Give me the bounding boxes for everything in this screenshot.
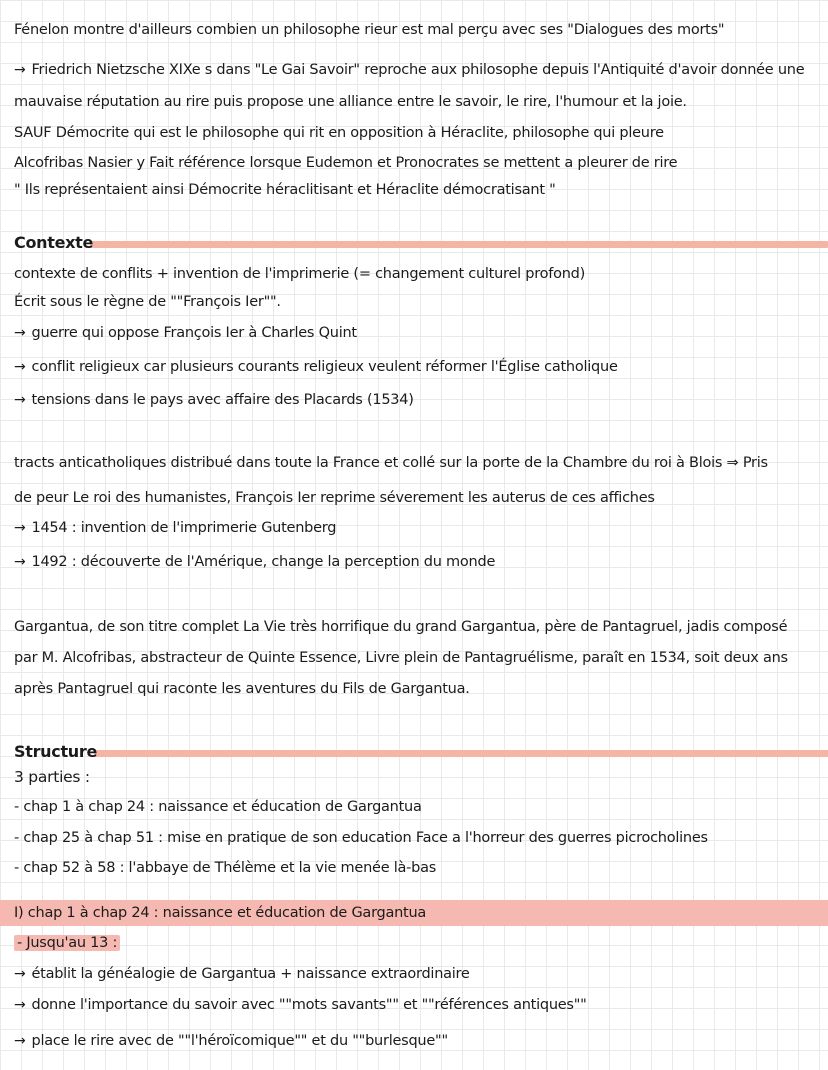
- structure-line-1: 3 parties :: [14, 768, 90, 786]
- gargantua-line-3: après Pantagruel qui raconte les aventures du Fils de Gargantua.: [14, 681, 470, 697]
- structure-title: Structure: [14, 741, 98, 761]
- tracts-line-1: tracts anticatholiques distribué dans toute la France et collé sur la porte de la Chambre du roi à Blois ⇒ Pris: [14, 455, 768, 471]
- arrow-icon: →: [14, 325, 26, 341]
- intro-line-2-text: Friedrich Nietzsche XIXe s dans "Le Gai Savoir" reproche aux philosophe depuis l'Antiquité d'avoir donnée une: [31, 62, 805, 78]
- contexte-line-4-text: conflit religieux car plusieurs courants religieux veulent réformer l'Église catholique: [31, 359, 618, 375]
- arrow-icon: →: [14, 997, 26, 1013]
- contexte-line-3-text: guerre qui oppose François Ier à Charles Quint: [31, 325, 357, 341]
- tracts-line-4-text: 1492 : découverte de l'Amérique, change la perception du monde: [31, 554, 496, 570]
- arrow-icon: →: [14, 554, 26, 570]
- arrow-icon: →: [14, 966, 26, 982]
- structure-line-2: - chap 1 à chap 24 : naissance et éducation de Gargantua: [14, 799, 422, 815]
- tracts-line-4: [14, 552, 495, 572]
- tracts-line-2: de peur Le roi des humanistes, François Ier reprime séverement les auterus de ces affiches: [14, 490, 655, 506]
- gargantua-line-2: par M. Alcofribas, abstracteur de Quinte Essence, Livre plein de Pantagruélisme, paraît en 1534, soit deux ans: [14, 650, 788, 666]
- contexte-line-5-text: tensions dans le pays avec affaire des Placards (1534): [31, 392, 414, 408]
- intro-line-1: Fénelon montre d'ailleurs combien un philosophe rieur est mal perçu avec ses "Dialogues des morts": [14, 22, 725, 38]
- intro-line-6: " Ils représentaient ainsi Démocrite héraclitisant et Héraclite démocratisant ": [14, 182, 556, 198]
- arrow-icon: →: [14, 520, 26, 536]
- contexte-line-3: [14, 323, 357, 343]
- bullet-line-2: [14, 995, 587, 1015]
- subsection-label: - Jusqu'au 13 :: [14, 935, 120, 951]
- contexte-line-4: [14, 357, 618, 377]
- contexte-heading-bar: [90, 241, 828, 248]
- intro-line-4: SAUF Démocrite qui est le philosophe qui rit en opposition à Héraclite, philosophe qui pleure: [14, 125, 664, 141]
- tracts-line-3-text: 1454 : invention de l'imprimerie Gutenberg: [31, 520, 337, 536]
- subsection-line: [14, 933, 120, 953]
- contexte-line-2: Écrit sous le règne de ""François Ier"".: [14, 294, 281, 310]
- contexte-title: Contexte: [14, 232, 94, 252]
- arrow-icon: →: [14, 392, 26, 408]
- structure-heading: [14, 738, 828, 764]
- intro-line-2: [14, 60, 804, 80]
- bullet-line-3: [14, 1031, 448, 1051]
- intro-line-3: mauvaise réputation au rire puis propose une alliance entre le savoir, le rire, l'humour et la joie.: [14, 94, 687, 110]
- structure-line-4: - chap 52 à 58 : l'abbaye de Thélème et la vie menée là-bas: [14, 860, 437, 876]
- part1-heading: I) chap 1 à chap 24 : naissance et éducation de Gargantua: [14, 905, 427, 921]
- intro-line-5: Alcofribas Nasier y Fait référence lorsque Eudemon et Pronocrates se mettent a pleurer de rire: [14, 155, 678, 171]
- gargantua-line-1: Gargantua, de son titre complet La Vie très horrifique du grand Gargantua, père de Pantagruel, jadis composé: [14, 619, 788, 635]
- contexte-line-1: contexte de conflits + invention de l'imprimerie (= changement culturel profond): [14, 266, 585, 282]
- structure-line-3: - chap 25 à chap 51 : mise en pratique de son education Face a l'horreur des guerres picrocholines: [14, 830, 708, 846]
- tracts-line-3: [14, 518, 336, 538]
- contexte-heading: [14, 229, 828, 255]
- bullet-line-3-text: place le rire avec de ""l'héroïcomique"" et du ""burlesque"": [31, 1033, 448, 1049]
- arrow-icon: →: [14, 1033, 26, 1049]
- bullet-line-1: [14, 964, 470, 984]
- contexte-line-5: [14, 390, 414, 410]
- bullet-line-1-text: établit la généalogie de Gargantua + naissance extraordinaire: [31, 966, 470, 982]
- bullet-line-2-text: donne l'importance du savoir avec ""mots savants"" et ""références antiques"": [31, 997, 587, 1013]
- structure-heading-bar: [94, 750, 828, 757]
- arrow-icon: →: [14, 62, 26, 78]
- arrow-icon: →: [14, 359, 26, 375]
